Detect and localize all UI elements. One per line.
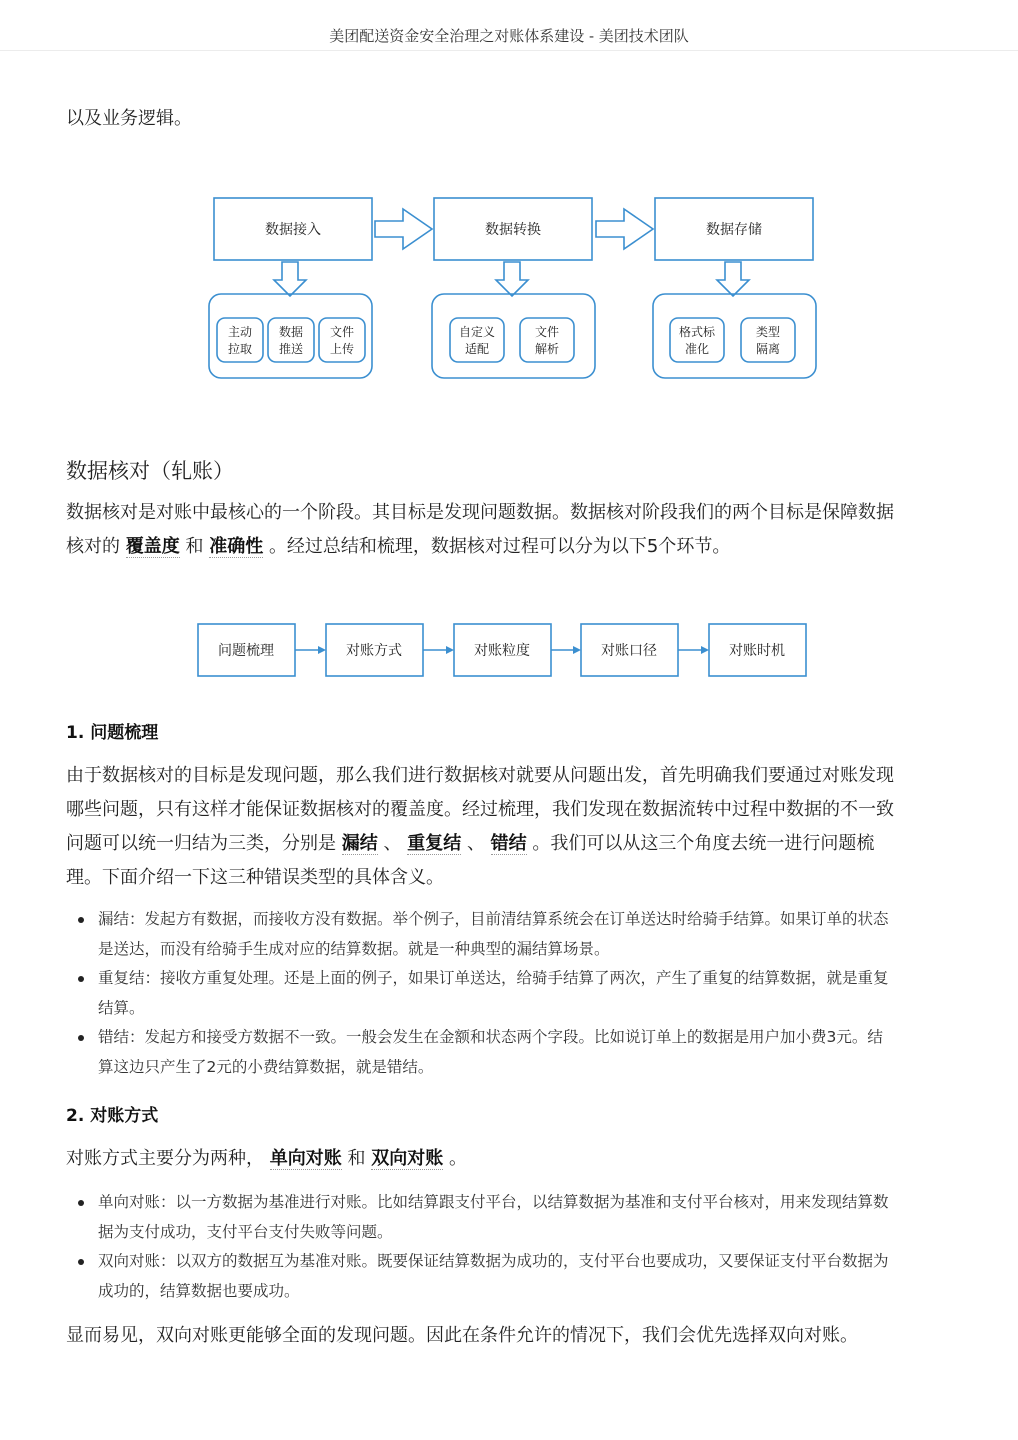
step-arrowhead-3 [573, 646, 581, 654]
page-header-title: 美团配送资金安全治理之对账体系建设 - 美团技术团队 [329, 27, 689, 45]
subsection-title-reconcile-method: 2. 对账方式 [66, 1106, 159, 1126]
data-check-para-line2 [66, 530, 730, 564]
sub-3-2-line1: 类型 [755, 325, 781, 339]
method-para [66, 1142, 467, 1176]
keyword-wrong-settlement: 错结 [490, 833, 527, 854]
method-and: 和 [347, 1148, 366, 1169]
problem-line3-lead: 问题可以统一归结为三类，分别是 [66, 833, 336, 854]
step-label-1: 问题梳理 [218, 643, 274, 659]
sub-3-2-line2: 隔离 [755, 342, 781, 356]
data-check-and: 和 [185, 536, 204, 557]
keyword-one-way: 单向对账 [269, 1148, 342, 1169]
group-box-2 [432, 294, 595, 378]
reconciliation-steps-diagram [190, 618, 820, 682]
list-item-line1: 漏结：发起方有数据，而接收方没有数据。举个例子，目前清结算系统会在订单送达时给骑手结算。如果订单的状态 [98, 910, 889, 928]
keyword-coverage: 覆盖度 [125, 536, 180, 557]
list-item-line1: 双向对账：以双方的数据互为基准对账。既要保证结算数据为成功的，支付平台也要成功，又要保证支付平台数据为 [98, 1252, 889, 1270]
list-item-line2: 算这边只产生了2元的小费结算数据，就是错结。 [98, 1057, 434, 1076]
list-item-line1: 单向对账：以一方数据为基准进行对账。比如结算跟支付平台，以结算数据为基准和支付平台核对，用来发现结算数 [98, 1193, 889, 1211]
problem-para-line1: 由于数据核对的目标是发现问题，那么我们进行数据核对就要从问题出发，首先明确我们要通过对账发现 [66, 765, 894, 786]
sub-1-2-line1: 数据 [278, 325, 304, 339]
sub-3-1-line2: 准化 [684, 342, 710, 356]
list-item-line1: 重复结：接收方重复处理。还是上面的例子，如果订单送达，给骑手结算了两次，产生了重复的结算数据，就是重复 [98, 969, 889, 987]
down-arrow-1 [274, 262, 306, 296]
problem-para-line2: 哪些问题，只有这样才能保证数据核对的覆盖度。经过梳理，我们发现在数据流转中过程中数据的不一致 [66, 799, 894, 820]
list-item-line2: 成功的，结算数据也要成功。 [98, 1281, 300, 1300]
main-box-2-label: 数据转换 [485, 222, 541, 238]
keyword-accuracy: 准确性 [209, 536, 264, 557]
list-item-line2: 据为支付成功，支付平台支付失败等问题。 [98, 1222, 393, 1241]
step-arrowhead-2 [446, 646, 454, 654]
data-check-text-a: 核对的 [66, 536, 120, 557]
list-item [66, 1188, 966, 1247]
sub-1-3-line2: 上传 [329, 342, 355, 356]
separator-1: 、 [383, 833, 402, 854]
sub-1-1-line2: 拉取 [227, 342, 253, 356]
down-arrow-3 [717, 262, 749, 296]
conclusion-text: 显而易见，双向对账更能够全面的发现问题。因此在条件允许的情况下，我们会优先选择双向对账。 [66, 1325, 858, 1346]
sub-3-1-line1: 格式标 [678, 325, 716, 339]
data-check-text-c: 。经过总结和梳理，数据核对过程可以分为以下5个环节。 [268, 536, 731, 557]
step-label-4: 对账口径 [601, 643, 657, 659]
list-item-line2: 结算。 [98, 998, 145, 1017]
data-check-para-line1: 数据核对是对账中最核心的一个阶段。其目标是发现问题数据。数据核对阶段我们的两个目标是保障数据 [66, 502, 894, 523]
problem-para-line3 [66, 827, 874, 861]
step-label-5: 对账时机 [729, 643, 785, 659]
section-title-data-check: 数据核对（轧账） [66, 459, 234, 483]
sub-2-2-line1: 文件 [534, 325, 560, 339]
page-header [0, 0, 1018, 51]
list-item [66, 1023, 966, 1082]
subsection-title-problem-sorting: 1. 问题梳理 [66, 723, 159, 743]
step-label-3: 对账粒度 [474, 643, 530, 659]
sub-1-3-line1: 文件 [329, 325, 355, 339]
list-item [66, 964, 966, 1023]
list-item [66, 905, 966, 964]
keyword-duplicate-settlement: 重复结 [407, 833, 462, 854]
main-box-1-label: 数据接入 [265, 222, 321, 238]
error-types-list [66, 905, 966, 1082]
keyword-two-way: 双向对账 [371, 1148, 444, 1169]
data-pipeline-diagram [200, 190, 830, 390]
right-arrow-2 [596, 209, 653, 249]
group-box-3 [653, 294, 816, 378]
problem-para-line4: 理。下面介绍一下这三种错误类型的具体含义。 [66, 867, 444, 888]
keyword-missed-settlement: 漏结 [341, 833, 378, 854]
sub-2-1-line2: 适配 [464, 342, 490, 356]
right-arrow-1 [375, 209, 432, 249]
method-end: 。 [448, 1148, 467, 1169]
method-lead: 对账方式主要分为两种， [66, 1148, 264, 1169]
step-arrowhead-1 [318, 646, 326, 654]
list-item [66, 1247, 966, 1306]
sub-2-1-line1: 自定义 [458, 325, 496, 339]
step-arrowhead-4 [701, 646, 709, 654]
list-item-line1: 错结：发起方和接受方数据不一致。一般会发生在金额和状态两个字段。比如说订单上的数据是用户加小费3元。结 [98, 1028, 883, 1046]
step-label-2: 对账方式 [346, 643, 402, 659]
sub-2-2-line2: 解析 [534, 342, 560, 356]
separator-2: 、 [466, 833, 485, 854]
problem-line3-tail: 。我们可以从这三个角度去统一进行问题梳 [532, 833, 875, 854]
list-item-line2: 是送达，而没有给骑手生成对应的结算数据。就是一种典型的漏结算场景。 [98, 939, 610, 958]
method-list [66, 1188, 966, 1306]
down-arrow-2 [496, 262, 528, 296]
sub-1-2-line2: 推送 [278, 342, 304, 356]
sub-1-1-line1: 主动 [227, 325, 253, 339]
main-box-3-label: 数据存储 [706, 222, 762, 238]
intro-tail-text: 以及业务逻辑。 [66, 108, 192, 129]
